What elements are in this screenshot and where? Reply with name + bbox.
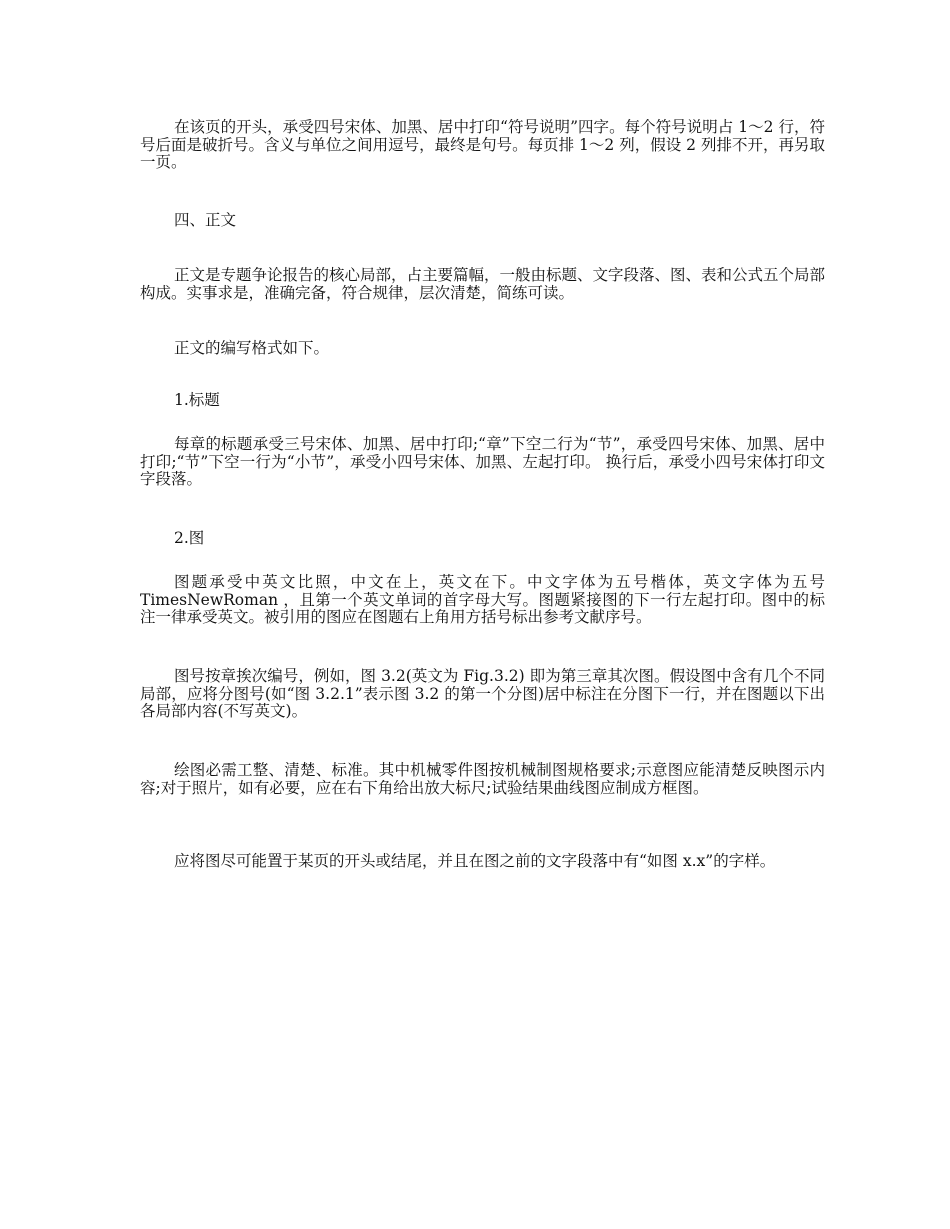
paragraph-figure-placement: 应将图尽可能置于某页的开头或结尾，并且在图之前的文字段落中有“如图 x.x”的字样。 <box>174 852 776 870</box>
subheading-figure: 2.图 <box>174 529 205 547</box>
paragraph-title-format: 每章的标题承受三号宋体、加黑、居中打印;“章”下空二行为“节”，承受四号宋体、加黑、居中打印;“节”下空一行为“小节”，承受小四号宋体、加黑、左起打印。 换行后，承受小四号宋体打印文字段落。 <box>140 435 825 488</box>
paragraph-figure-numbering: 图号按章挨次编号，例如，图 3.2(英文为 Fig.3.2) 即为第三章其次图。假设图中含有几个不同局部，应将分图号(如“图 3.2.1”表示图 3.2 的第一个分图)居中标注在分图下一行，并在图题以下出各局部内容(不写英文)。 <box>140 667 825 720</box>
paragraph-symbol-description: 在该页的开头，承受四号宋体、加黑、居中打印“符号说明”四字。每个符号说明占 1～2 行，符号后面是破折号。含义与单位之间用逗号，最终是句号。每页排 1～2 列，假设 2 列排不开，再另取一页。 <box>140 118 825 171</box>
section-heading-main-text: 四、正文 <box>174 211 237 229</box>
paragraph-format-intro: 正文的编写格式如下。 <box>174 339 330 357</box>
paragraph-figure-caption: 图题承受中英文比照，中文在上，英文在下。中文字体为五号楷体，英文字体为五号 TimesNewRoman ，且第一个英文单词的首字母大写。图题紧接图的下一行左起打印。图中的标注一律承受英文。被引用的图应在图题右上角用方括号标出参考文献序号。 <box>140 573 825 626</box>
paragraph-drawing-requirements: 绘图必需工整、清楚、标准。其中机械零件图按机械制图规格要求;示意图应能清楚反映图示内容;对于照片，如有必要，应在右下角给出放大标尺;试验结果曲线图应制成方框图。 <box>140 761 825 797</box>
subheading-title: 1.标题 <box>174 391 220 409</box>
paragraph-main-text-intro: 正文是专题争论报告的核心局部，占主要篇幅，一般由标题、文字段落、图、表和公式五个局部构成。实事求是，准确完备，符合规律，层次清楚，简练可读。 <box>140 266 826 302</box>
